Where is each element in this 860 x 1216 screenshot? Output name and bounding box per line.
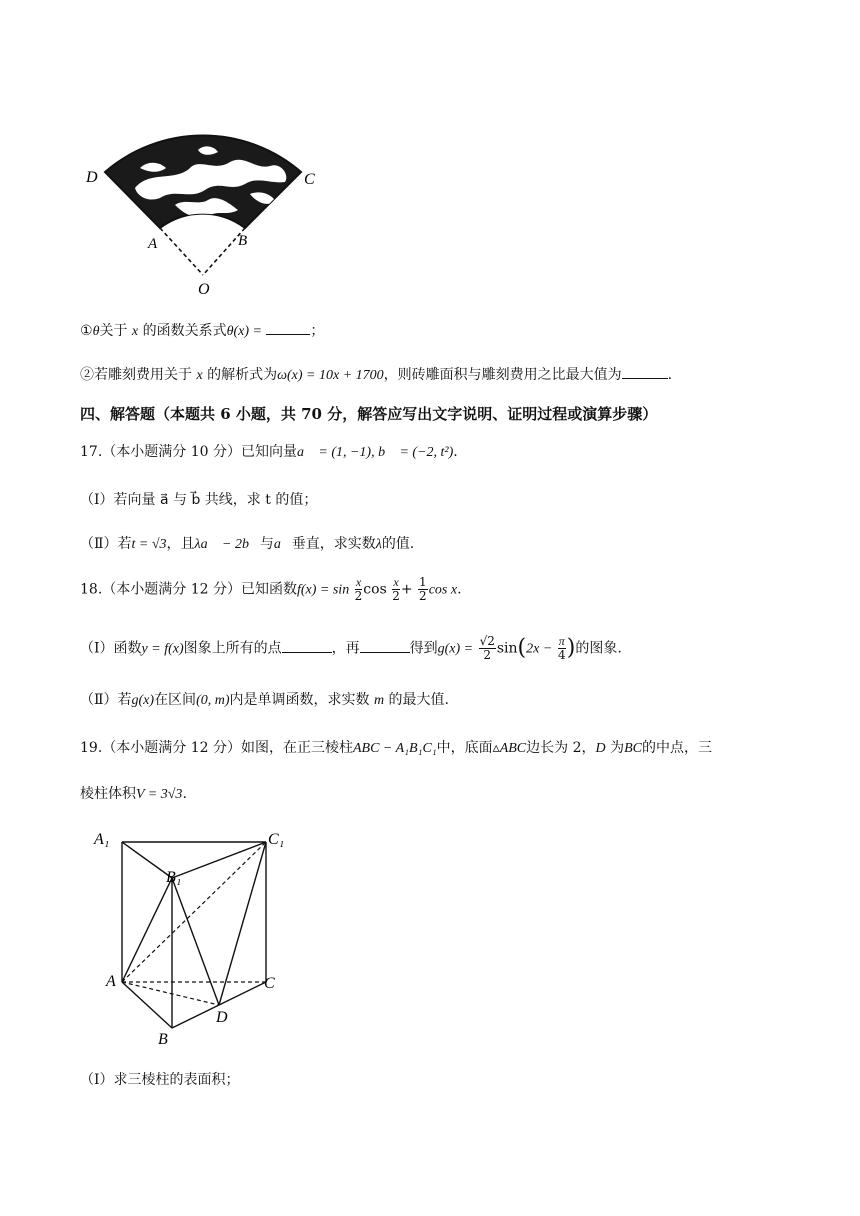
prism-edge-b1d (172, 878, 219, 1005)
answer-blank[interactable] (266, 320, 310, 335)
prism-dashed-ac1 (122, 842, 266, 982)
answer-blank[interactable] (622, 364, 668, 379)
q16-part2: ②若雕刻费用关于 x 的解析式为ω(x) = 10x + 1700，则砖雕面积与雕刻费用之比最大值为 . (80, 364, 672, 386)
fan-radius-left (160, 228, 203, 275)
prism-edge-ab (122, 982, 172, 1028)
section-heading: 四、解答题（本题共 6 小题，共 70 分，解答应写出文字说明、证明过程或演算步骤） (80, 405, 658, 423)
answer-blank[interactable] (282, 638, 332, 653)
q18-stem: 18.（本小题满分 12 分）已知函数f(x) = sin $\frac{x}{2}$ cos $\frac{x}{2}$ + $\frac{1}{2}$ cos x. (80, 575, 462, 603)
fan-label-d: D (86, 169, 98, 186)
prism-figure (80, 826, 310, 1046)
q17-stem: 17.（本小题满分 10 分）已知向量a⃗ = (1, −1), b⃗ = (−2, t²). (80, 444, 458, 460)
prism-label-d: D (216, 1009, 228, 1026)
q18-part1: （Ⅰ）函数y = f(x)图象上所有的点 ，再 得到g(x) = $\frac{√2}{2}$ sin(2x − $\frac{\pi}{4}$ )的图象. (80, 634, 622, 662)
prism-label-c: C (264, 975, 275, 992)
fraction-x-over-2: $\frac{x}{2}$ (392, 575, 400, 603)
q16-part1: ①θ关于 x 的函数关系式θ(x) = ； (80, 320, 324, 342)
answer-blank[interactable] (360, 638, 410, 653)
prism-label-b1: B₁ (166, 869, 182, 886)
prism-edge-c1d (219, 842, 266, 1005)
fraction-sqrt2-over-2: $\frac{√2}{2}$ (479, 634, 495, 662)
prism-label-a1: A₁ (94, 831, 110, 848)
fan-label-a: A (148, 236, 158, 252)
prism-label-b: B (158, 1031, 168, 1046)
fraction-x-over-2: $\frac{x}{2}$ (354, 575, 363, 603)
prism-edge-ab1 (122, 878, 172, 982)
prism-label-a: A (106, 973, 116, 990)
q17-part1: （Ⅰ）若向量 a⃗ 与 b⃗ 共线，求 t 的值； (80, 492, 318, 508)
q18-part2: （Ⅱ）若g(x)在区间(0, m)内是单调函数，求实数 m 的最大值. (80, 692, 449, 708)
q19-stem: 19.（本小题满分 12 分）如图，在正三棱柱ABC − A₁B₁C₁中，底面▵ABC边长为 2，D 为BC的中点，三 (80, 740, 712, 756)
fan-label-o: O (198, 281, 210, 298)
fraction-pi-over-4: $\frac{\pi}{4}$ (557, 634, 566, 662)
fan-label-c: C (304, 171, 315, 188)
q19-part1: （Ⅰ）求三棱柱的表面积； (80, 1072, 240, 1088)
prism-label-c1: C₁ (268, 831, 285, 848)
fan-label-b: B (238, 233, 248, 249)
q19-stem-line2: 棱柱体积V = 3√3. (80, 786, 187, 802)
prism-dashed-ad (122, 982, 219, 1005)
fan-figure (80, 110, 330, 300)
prism-edge-b1c1 (172, 842, 266, 878)
prism-edge-a1b1 (122, 842, 172, 878)
fraction-1-over-2: $\frac{1}{2}$ (419, 575, 427, 603)
q17-part2: （Ⅱ）若t = √3，且λa⃗ − 2b⃗与a⃗垂直，求实数λ的值. (80, 536, 415, 552)
